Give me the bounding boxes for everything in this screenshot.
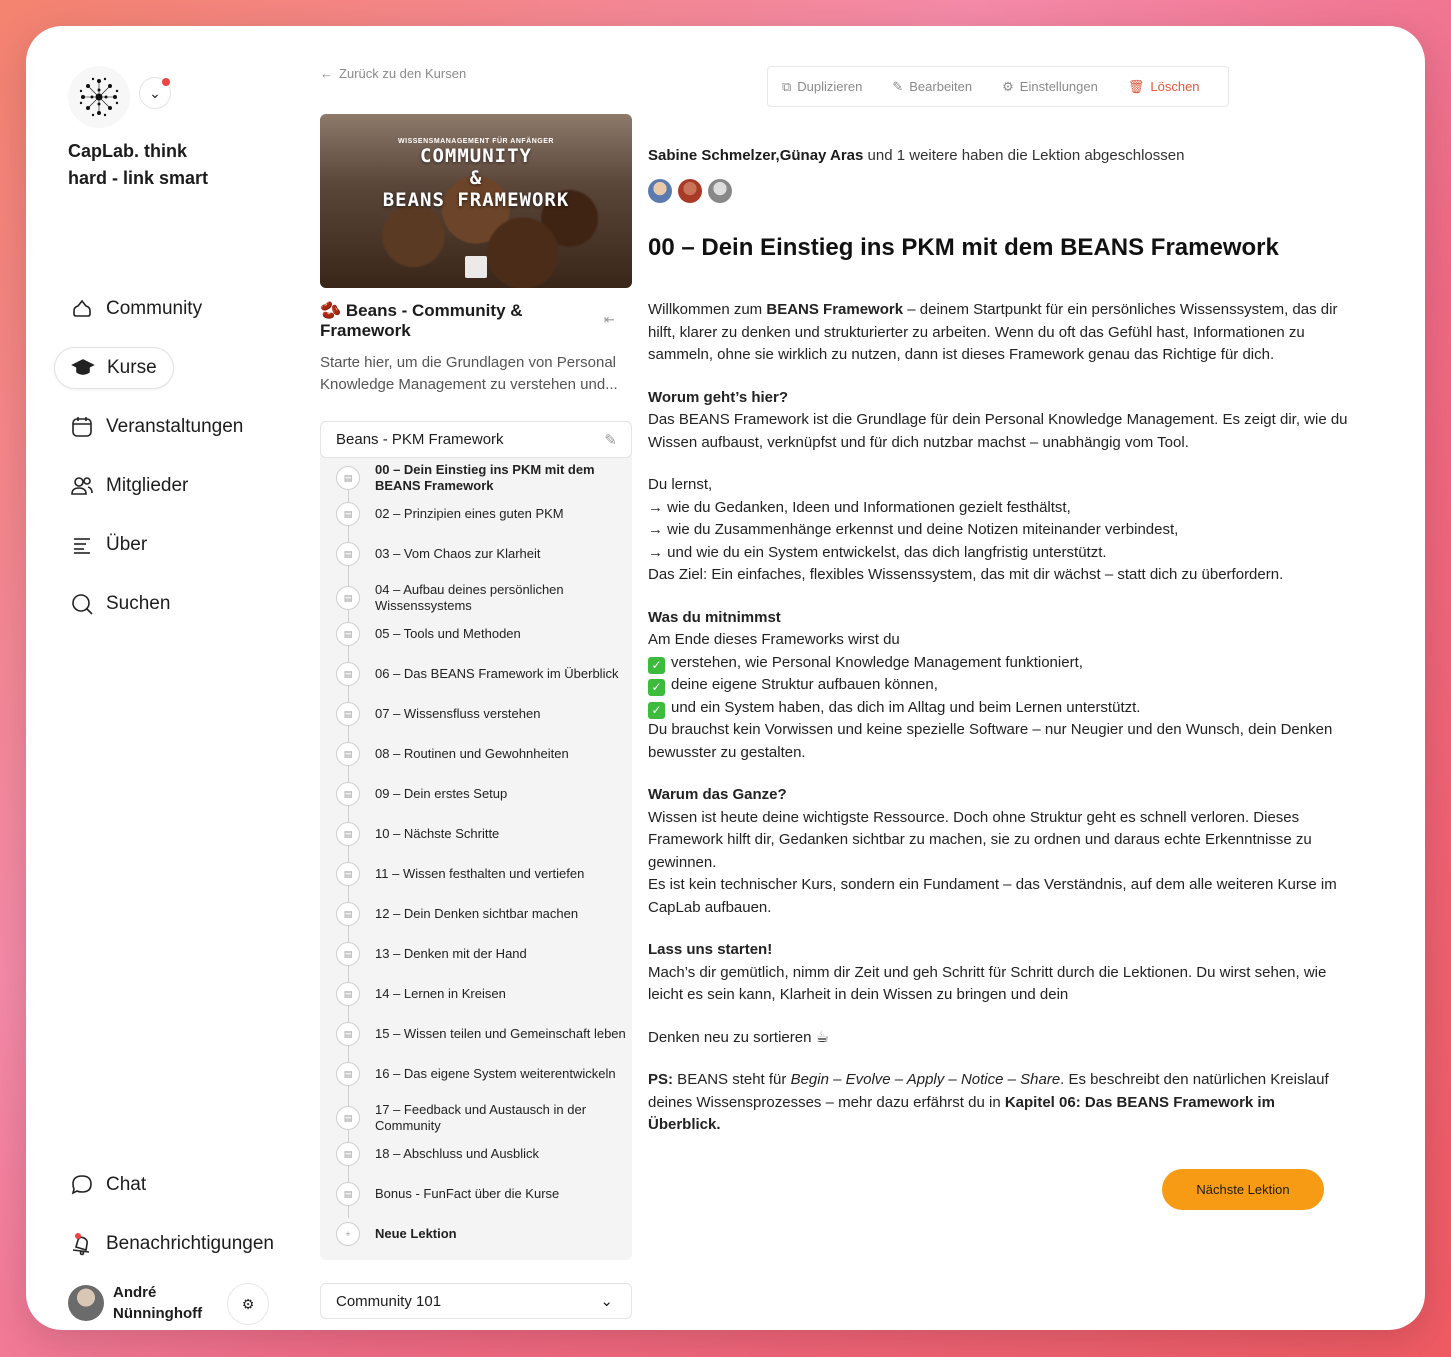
document-icon: ▤ — [336, 1106, 360, 1130]
sidebar-nav — [54, 288, 294, 642]
lesson-label: 03 – Vom Chaos zur Klarheit — [375, 546, 541, 561]
document-icon: ▤ — [336, 542, 360, 566]
cover-title-line: & — [469, 167, 483, 189]
lesson-item[interactable] — [336, 1022, 626, 1046]
avatar — [68, 1285, 104, 1321]
course-cover-image — [320, 114, 632, 288]
delete-button[interactable]: 🗑 Löschen — [1127, 78, 1200, 94]
avatar[interactable] — [648, 179, 672, 203]
sidebar-item-label: Community — [106, 298, 203, 319]
sidebar-item-label: Mitglieder — [106, 475, 189, 496]
lines-icon — [70, 533, 94, 557]
dropdown-value: Community 101 — [336, 1292, 442, 1310]
document-icon: ▤ — [336, 742, 360, 766]
sidebar-item-community[interactable] — [54, 288, 218, 330]
ps-paragraph: PS: BEANS steht für Begin – Evolve – Apply – Notice – Share. Es beschreibt den natürlichen Kreislauf deines Wissensprozesses – mehr dazu erfährst du in Kapitel 06: Das BEANS Framework im Überblick. — [648, 1071, 1329, 1133]
lesson-item[interactable] — [336, 1062, 626, 1086]
add-lesson-label: Neue Lektion — [375, 1226, 457, 1241]
lesson-label: 17 – Feedback und Austausch in der Community — [375, 1102, 587, 1133]
section-heading: Worum geht’s hier? — [648, 388, 789, 406]
lesson-label: 18 – Abschluss und Ausblick — [375, 1146, 540, 1161]
lesson-item[interactable] — [336, 502, 626, 526]
lesson-content: Willkommen zum BEANS Framework – deinem Startpunkt für ein persönliches Wissenssystem, das dir hilft, klarer zu denken und strukturierter zu arbeiten. Wenn du oft das Gefühl hast, Informationen zu sammeln, ohne sie wirklich zu nutzen, dann ist dieses Framework genau das Richtige für dich. Worum geht’s hier? Das BEANS Framework ist die Grundlage für dein Personal Knowledge Management. Es zeigt dir, wie du Wissen aufbaust, verknüpfst und für dich nutzbar machst – unabhängig vom Tool. Du lernst, → wie du Gedanken, Ideen und Informationen gezielt festhältst, → wie du Zusammenhänge erkennst und deine Notizen miteinander verbindest, → und wie du ein System entwickelst, das dich langfristig unterstützt. Das Ziel: Ein einfaches, flexibles Wissenssystem, das mit dir wächst – statt dich zu überfordern. Was du mitnimmst Am Ende dieses Frameworks wirst du ✓ verstehen, wie Personal Knowledge Management funktioniert, ✓ deine eigene Struktur aufbauen können, ✓ und ein System haben, das dich im Alltag und beim Lernen unterstützt. Du brauchst kein Vorwissen und keine spezielle Software – nur Neugier und den Wunsch, dein Denken bewusster zu gestalten. Warum das Ganze? Wissen ist heute deine wichtigste Ressource. Doch ohne Struktur geht es schnell verloren. Dieses Framework hilft dir, Gedanken sichtbar zu machen, sie zu ordnen und daraus echte Erkenntnisse zu gewinnen. Es ist kein technischer Kurs, sondern ein Fundament – das Verständnis, auf dem alle weiteren Kurse im CapLab aufbauen. Lass uns starten! Mach’s dir gemütlich, nimm dir Zeit und geh Schritt für Schritt durch die Lektionen. Du wirst sehen, wie leicht es sein kann, Klarheit in dein Wissen zu bringen und dein Denken neu zu sortieren ☕ PS: BEANS steht für Begin – Evolve – Apply – Notice – Share. Es beschreibt den natürlichen Kreislauf deines Wissensprozesses – mehr dazu erfährst du in Kapitel 06: Das BEANS Framework im Überblick. — [648, 299, 1348, 1157]
document-icon: ▤ — [336, 662, 360, 686]
lesson-label: 15 – Wissen teilen und Gemeinschaft leben — [375, 1026, 626, 1041]
lesson-label: 05 – Tools und Methoden — [375, 626, 521, 641]
lesson-label: 06 – Das BEANS Framework im Überblick — [375, 666, 619, 681]
document-icon: ▤ — [336, 702, 360, 726]
lesson-list — [320, 454, 632, 1260]
gear-icon: ⚙ — [1002, 78, 1014, 94]
duplicate-button[interactable]: ⧉ Duplizieren — [782, 78, 863, 94]
lesson-item[interactable] — [336, 1102, 626, 1134]
lesson-label: Bonus - FunFact über die Kurse — [375, 1186, 560, 1201]
section-title: Beans - PKM Framework — [336, 431, 504, 448]
trash-icon: 🗑 — [1127, 78, 1145, 94]
lesson-label: 16 – Das eigene System weiterentwickeln — [375, 1066, 616, 1081]
lesson-item[interactable] — [336, 1182, 626, 1206]
lesson-item[interactable] — [336, 982, 626, 1006]
settings-button[interactable]: ⚙ Einstellungen — [1002, 78, 1098, 94]
graduation-cap-icon — [71, 356, 95, 380]
sidebar-bottom-nav — [54, 1164, 290, 1282]
document-icon: ▤ — [336, 942, 360, 966]
sidebar-item-label: Über — [106, 534, 148, 555]
document-icon: ▤ — [336, 502, 360, 526]
lesson-label: 08 – Routinen und Gewohnheiten — [375, 746, 569, 761]
sidebar-item-veranstaltungen[interactable] — [54, 406, 259, 448]
house-icon — [70, 297, 94, 321]
section-heading: Lass uns starten! — [648, 941, 773, 958]
sidebar-item-benachrichtigungen[interactable] — [54, 1223, 290, 1265]
lesson-item[interactable] — [336, 462, 626, 494]
sidebar-item-label: Veranstaltungen — [106, 416, 244, 437]
arrow-left-icon: ← — [320, 66, 333, 81]
document-icon: ▤ — [336, 466, 360, 490]
add-lesson-button[interactable] — [336, 1222, 626, 1246]
sidebar-item-label: Kurse — [107, 357, 157, 378]
cover-kicker: WISSENSMANAGEMENT FÜR ANFÄNGER — [398, 138, 554, 145]
course-title: 🫘 Beans - Community & Framework — [320, 301, 523, 340]
sidebar-item-label: Benachrichtigungen — [106, 1233, 274, 1254]
copy-icon: ⧉ — [782, 78, 792, 94]
lesson-item[interactable] — [336, 782, 626, 806]
sidebar-item-ueber[interactable] — [54, 524, 163, 566]
section-heading: Was du mitnimmst — [648, 608, 781, 626]
calendar-icon — [70, 415, 94, 439]
course-description: Starte hier, um die Grundlagen von Personal Knowledge Management zu verstehen und... — [320, 354, 618, 393]
lesson-label: 10 – Nächste Schritte — [375, 826, 500, 841]
completion-avatars — [648, 179, 732, 203]
document-icon: ▤ — [336, 1062, 360, 1086]
cover-logo-mark — [465, 256, 487, 278]
sidebar-item-label: Suchen — [106, 593, 171, 614]
sidebar-item-kurse[interactable] — [54, 347, 174, 389]
section-heading: Warum das Ganze? — [648, 786, 787, 803]
lesson-label: 00 – Dein Einstieg ins PKM mit dem BEANS Framework — [375, 462, 595, 493]
notification-dot — [162, 78, 170, 86]
section-dropdown[interactable] — [320, 1283, 632, 1319]
document-icon: ▤ — [336, 622, 360, 646]
lesson-item[interactable] — [336, 622, 626, 646]
document-icon: ▤ — [336, 822, 360, 846]
gear-icon: ⚙ — [241, 1295, 255, 1312]
checkmark-icon: ✓ — [648, 702, 665, 719]
section-header[interactable] — [320, 421, 632, 458]
document-icon: ▤ — [336, 782, 360, 806]
bell-icon — [70, 1232, 94, 1256]
avatar[interactable] — [678, 179, 702, 203]
app-window — [26, 26, 1425, 1330]
lesson-item[interactable] — [336, 1142, 626, 1166]
collapse-sidebar-icon[interactable]: ⇤ — [604, 312, 615, 327]
search-icon — [70, 592, 94, 616]
sidebar-item-label: Chat — [106, 1174, 147, 1195]
document-icon: ▤ — [336, 982, 360, 1006]
chat-bubble-icon — [70, 1173, 94, 1197]
lesson-item[interactable] — [336, 862, 626, 886]
sidebar-item-mitglieder[interactable] — [54, 465, 204, 507]
user-profile[interactable] — [68, 1282, 213, 1324]
plus-icon: + — [336, 1222, 360, 1246]
cover-title-line: BEANS FRAMEWORK — [382, 189, 570, 211]
cover-title-line: COMMUNITY — [420, 145, 532, 167]
pencil-icon[interactable]: ✎ — [604, 431, 617, 449]
chevron-down-icon: ⌄ — [600, 1293, 613, 1310]
lesson-item[interactable] — [336, 542, 626, 566]
lesson-label: 09 – Dein erstes Setup — [375, 786, 508, 801]
checkmark-icon: ✓ — [648, 679, 665, 696]
users-icon — [70, 474, 94, 498]
document-icon: ▤ — [336, 1182, 360, 1206]
lesson-label: 12 – Dein Denken sichtbar machen — [375, 906, 579, 921]
next-lesson-button[interactable]: Nächste Lektion — [1162, 1169, 1324, 1210]
document-icon: ▤ — [336, 862, 360, 886]
back-to-courses-link[interactable]: ← Zurück zu den Kursen — [320, 66, 467, 81]
lesson-item[interactable] — [336, 582, 626, 614]
lesson-item[interactable] — [336, 902, 626, 926]
community-logo[interactable] — [68, 66, 130, 128]
settings-button[interactable] — [227, 1283, 269, 1325]
lesson-item[interactable] — [336, 662, 626, 686]
community-switcher-button[interactable] — [139, 77, 171, 109]
network-logo-icon — [75, 73, 123, 121]
document-icon: ▤ — [336, 1022, 360, 1046]
avatar[interactable] — [708, 179, 732, 203]
lesson-title: 00 – Dein Einstieg ins PKM mit dem BEANS Framework — [648, 234, 1279, 261]
lesson-item[interactable] — [336, 942, 626, 966]
document-icon: ▤ — [336, 902, 360, 926]
lesson-label: 04 – Aufbau deines persönlichen Wissenssystems — [375, 582, 564, 613]
edit-button[interactable]: ✎ Bearbeiten — [892, 78, 973, 94]
intro-paragraph: Willkommen zum BEANS Framework – deinem Startpunkt für ein persönliches Wissenssystem, das dir hilft, klarer zu denken und strukturierter zu arbeiten. Wenn du oft das Gefühl hast, Informationen zu sammeln, ohne sie wirklich zu nutzen, dann ist dieses Framework genau das Richtige für dich. — [648, 301, 1338, 363]
checkmark-icon: ✓ — [648, 657, 665, 674]
pencil-icon: ✎ — [892, 78, 904, 94]
lesson-label: 02 – Prinzipien eines guten PKM — [375, 506, 564, 521]
chevron-down-icon: ⌄ — [149, 84, 161, 101]
lesson-toolbar — [767, 66, 1229, 107]
completion-info: Sabine Schmelzer,Günay Aras und 1 weitere haben die Lektion abgeschlossen — [648, 147, 1185, 164]
lesson-label: 13 – Denken mit der Hand — [375, 946, 527, 961]
user-name: André Nünninghoff — [113, 1284, 203, 1322]
lesson-label: 14 – Lernen in Kreisen — [375, 986, 506, 1001]
lesson-item[interactable] — [336, 742, 626, 766]
sidebar-item-suchen[interactable] — [54, 583, 186, 625]
community-name: CapLab. think hard - link smart — [68, 141, 209, 188]
document-icon: ▤ — [336, 1142, 360, 1166]
lesson-label: 11 – Wissen festhalten und vertiefen — [375, 866, 585, 881]
lesson-label: 07 – Wissensfluss verstehen — [375, 706, 541, 721]
lesson-item[interactable] — [336, 702, 626, 726]
sidebar-item-chat[interactable] — [54, 1164, 162, 1206]
lesson-item[interactable] — [336, 822, 626, 846]
document-icon: ▤ — [336, 586, 360, 610]
